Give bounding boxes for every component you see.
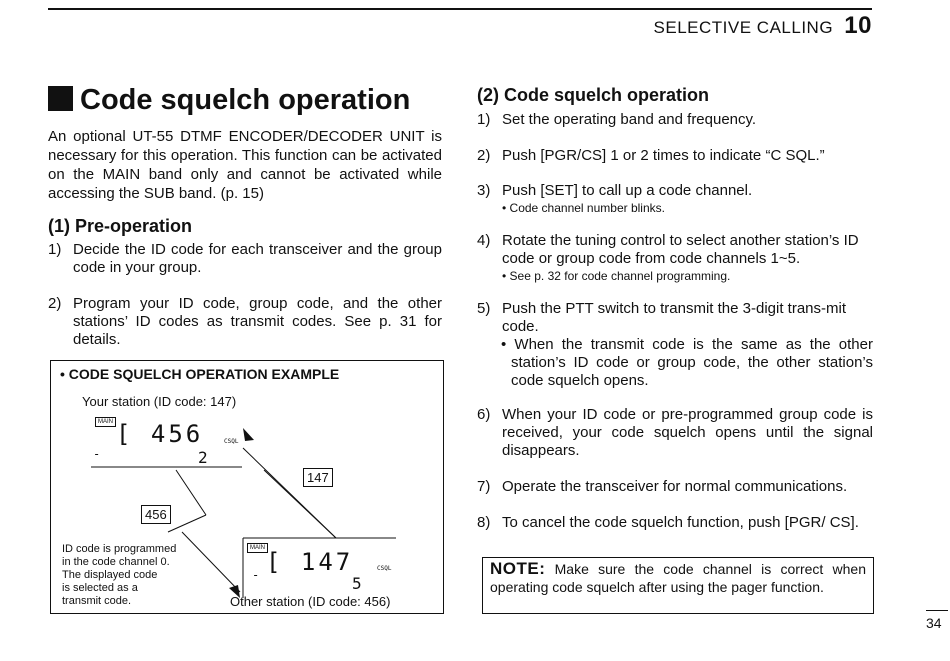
signal-line-down (264, 470, 336, 538)
page-number: 34 (926, 615, 942, 631)
step-number: 3) (477, 182, 491, 199)
codesq-step-1 (477, 111, 873, 129)
section-title: SELECTIVE CALLING (653, 18, 834, 37)
codesq-step-4 (477, 232, 873, 285)
lcd-channel-1: 2 (198, 448, 208, 467)
csql-indicator-2: CSQL (377, 565, 392, 572)
id-box-456: 456 (141, 505, 171, 524)
csql-indicator-1: CSQL (224, 438, 239, 445)
codesq-step-6 (477, 406, 873, 460)
example-description (62, 543, 212, 608)
step-number: 7) (477, 478, 491, 495)
codesq-heading: (2) Code squelch operation (477, 85, 710, 105)
codesq-step-2 (477, 147, 873, 165)
intro-paragraph: An optional UT-55 DTMF ENCODER/DECODER UNIT is necessary for this operation. This function can be activated on the MAIN band only and cannot be activated while accessing the SUB band. (p. 15) (48, 128, 442, 202)
step-number: 4) (477, 232, 491, 249)
step-text: Operate the transceiver for normal communications. (502, 478, 848, 495)
lcd-channel-2: 5 (352, 574, 362, 593)
main-indicator-2: MAIN (247, 543, 268, 553)
desc-line: in the code channel 0. (62, 556, 170, 568)
desc-line: transmit code. (62, 595, 132, 607)
codesq-step-7 (477, 478, 873, 496)
note-body: Make sure the code channel is correct when operating code squelch after using the pager function. (490, 561, 866, 595)
step-note: • See p. 32 for code channel programming. (502, 269, 731, 283)
codesq-step-3 (477, 182, 873, 217)
step-note: • Code channel number blinks. (502, 201, 665, 215)
desc-line: ID code is programmed (62, 543, 177, 555)
step-text: Push [PGR/CS] 1 or 2 times to indicate “C SQL.” (502, 147, 825, 164)
chapter-number: 10 (844, 12, 872, 39)
id-box-147: 147 (303, 468, 333, 487)
step-number: 1) (48, 241, 62, 258)
example-title: • CODE SQUELCH OPERATION EXAMPLE (60, 366, 340, 382)
codesq-step-8 (477, 514, 873, 532)
page-number-rule (926, 610, 948, 611)
step-text: Push [SET] to call up a code channel. (502, 182, 753, 199)
lcd-dash-1: - (93, 447, 101, 461)
main-indicator-1: MAIN (95, 417, 116, 427)
step-text: To cancel the code squelch function, push [PGR/ CS]. (502, 514, 859, 531)
step-text: Push the PTT switch to transmit the 3-digit trans-mit code. (502, 300, 847, 335)
step-text: Set the operating band and frequency. (502, 111, 757, 128)
preop-heading: (1) Pre-operation (48, 216, 193, 236)
step-number: 6) (477, 406, 491, 423)
lcd-code-2: [ 147 (266, 548, 354, 576)
note-text (490, 560, 866, 596)
note-lead: NOTE: (490, 559, 546, 578)
other-station-label: Other station (ID code: 456) (230, 594, 391, 609)
desc-line: is selected as a (62, 582, 138, 594)
signal-line-left-1 (176, 470, 206, 515)
step-number: 1) (477, 111, 491, 128)
signal-line-left-2 (168, 515, 206, 532)
lcd-dash-2: - (252, 568, 260, 582)
step-text: Program your ID code, group code, and the other stations’ ID codes as transmit codes. See p. 31 for details. (73, 295, 442, 348)
step-text: When your ID code or pre-programmed group code is received, your code squelch opens until the signal disappears. (502, 406, 873, 459)
step-text: Rotate the tuning control to select another station’s ID code or group code from code channels 1~5. (502, 232, 859, 267)
step-text: Decide the ID code for each transceiver and the group code in your group. (73, 241, 442, 276)
page-title-text: Code squelch operation (80, 84, 411, 116)
arrow-up-icon (243, 428, 254, 441)
step-subnote: • When the transmit code is the same as the other station’s ID code or group code, the other station’s code squelch opens. (501, 336, 873, 389)
your-station-label: Your station (ID code: 147) (82, 394, 237, 409)
lcd-code-1: [ 456 (116, 420, 204, 448)
step-number: 8) (477, 514, 491, 531)
step-number: 5) (477, 300, 491, 317)
desc-line: The displayed code (62, 569, 158, 581)
step-number: 2) (48, 295, 62, 312)
step-number: 2) (477, 147, 491, 164)
codesq-step-5 (477, 300, 873, 390)
